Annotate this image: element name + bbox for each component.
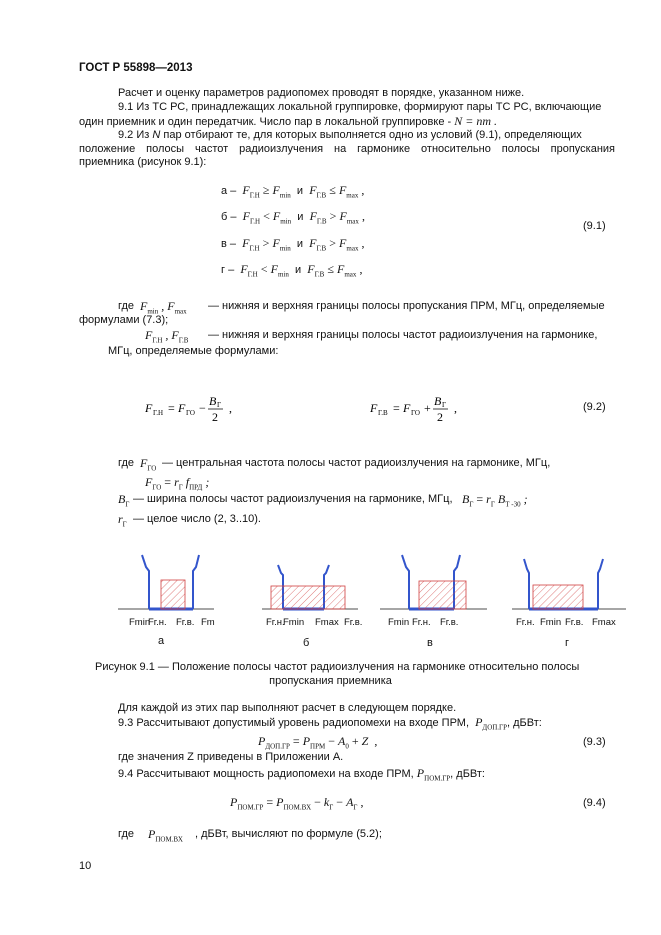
condition-label: в – — [221, 238, 237, 250]
filter-right-g — [598, 559, 603, 609]
equation-number-9-4: (9.4) — [583, 797, 606, 809]
where2-label: где — [118, 457, 135, 469]
condition-op1: ≥ — [262, 183, 270, 197]
condition-row — [221, 262, 362, 278]
where-text-1: — нижняя и верхняя границы полосы пропускания ПРМ, МГц, определяемые — [208, 300, 605, 312]
condition-label: а – — [221, 185, 237, 197]
condition-row — [221, 209, 365, 225]
condition-row — [221, 236, 365, 252]
fmin-symbol: $F_{min}$ , $F_{max}$ — [140, 299, 187, 316]
tick-label: Fm — [201, 617, 215, 628]
condition-and: и — [294, 264, 302, 276]
panel-label-b: б — [303, 637, 310, 649]
ppom-symbol: $P_{ПОМ.ВХ}$ — [148, 827, 183, 844]
filter-right-a — [193, 555, 199, 609]
condition-lhs: $F_{Г.Н}$ — [240, 262, 258, 279]
panel-a — [118, 555, 214, 609]
condition-rhs2: $F_{max}$ — [339, 236, 359, 253]
condition-lhs: $F_{Г.Н}$ — [242, 209, 261, 226]
svg-text:F: F — [145, 401, 153, 415]
condition-lhs: $F_{Г.Н}$ — [242, 183, 260, 200]
tick-label: Fг.н. — [148, 617, 167, 628]
svg-text:Г: Г — [217, 401, 222, 409]
where3-text: , дБВт, вычисляют по формуле (5.2); — [195, 828, 382, 840]
tick-label: Fг.в. — [344, 617, 363, 628]
condition-row — [221, 183, 364, 199]
condition-mid: $F_{Г.В}$ — [309, 183, 327, 200]
panel-v — [380, 555, 487, 609]
filter-left-v — [402, 555, 409, 609]
tick-label: Fmax — [592, 617, 616, 628]
tick-label: Fг.н. — [412, 617, 431, 628]
panel-label-g: г — [565, 637, 570, 649]
svg-text:Г.В: Г.В — [378, 409, 388, 417]
condition-op2: ≤ — [327, 262, 334, 276]
tick-label: Fг.в. — [440, 617, 459, 628]
condition-rhs2: $F_{max}$ — [337, 262, 357, 279]
condition-and: и — [296, 185, 304, 197]
condition-rhs2: $F_{max}$ — [338, 183, 359, 200]
svg-text:F: F — [178, 401, 186, 415]
fgo-formula: $F_{ГО} = r_Г$ $f_{ПРД}$ ; — [145, 475, 210, 492]
paragraph-9-2-line2: положение полосы частот радиоизлучения на гармонике относительно полосы пропускания — [79, 143, 615, 155]
paragraph-9-3: 9.3 Рассчитывают допустимый уровень радиопомехи на входе ПРМ, $P_{ДОП.ГР}$, дБВт: — [118, 715, 542, 732]
condition-rhs2: $F_{max}$ — [339, 209, 359, 226]
tick-label: Fг.в. — [176, 617, 195, 628]
svg-text:+: + — [424, 401, 431, 415]
formula-9-2-left — [145, 395, 265, 430]
paragraph-9-4: 9.4 Рассчитывают мощность радиопомехи на входе ПРМ, $P_{ПОМ.ГР}$, дБВт: — [118, 766, 485, 783]
svg-text:,: , — [454, 401, 457, 415]
emission-band-v — [419, 581, 466, 609]
equation-number-9-3: (9.3) — [583, 736, 606, 748]
svg-text:ГО: ГО — [411, 409, 420, 417]
emission-band-a — [161, 580, 185, 609]
svg-text:ГО: ГО — [186, 409, 195, 417]
svg-text:2: 2 — [437, 410, 443, 424]
svg-text:=: = — [168, 401, 175, 415]
condition-lhs: $F_{Г.Н}$ — [242, 236, 260, 253]
svg-text:Г.Н: Г.Н — [153, 409, 164, 417]
svg-text:F: F — [370, 401, 378, 415]
condition-mid: $F_{Г.В}$ — [309, 236, 327, 253]
condition-op1: > — [262, 236, 270, 250]
bg-symbol: $B_Г$ — [118, 492, 130, 509]
figure-9-1 — [0, 545, 661, 658]
condition-and: и — [297, 211, 304, 223]
svg-text:Г: Г — [442, 401, 447, 409]
paragraph-9-1-cont: один приемник и один передатчик. Число пар в локальной группировке - N = nm . — [79, 114, 498, 128]
formula-9-2-right — [370, 395, 490, 430]
tick-label: Fг.н. — [516, 617, 535, 628]
condition-rhs1: $F_{min}$ — [272, 236, 291, 253]
where2-text-4: — целое число (2, 3..10). — [133, 513, 261, 525]
condition-op1: < — [263, 209, 270, 223]
tick-label: Fmin — [129, 617, 151, 628]
paragraph-9-2-line3: приемника (рисунок 9.1): — [79, 156, 207, 168]
document-header: ГОСТ Р 55898—2013 — [79, 62, 193, 74]
tick-label: Fmin — [540, 617, 562, 628]
rg-symbol: $r_Г$ — [118, 512, 127, 529]
where-text-2b: МГц, определяемые формулами: — [108, 345, 279, 357]
tick-label: Fmin — [388, 617, 410, 628]
paragraph-intro: Расчет и оценку параметров радиопомех проводят в порядке, указанном ниже. — [118, 87, 525, 99]
svg-text:,: , — [229, 401, 232, 415]
panel-label-v: в — [427, 637, 433, 649]
condition-rhs1: $F_{min}$ — [270, 262, 289, 279]
svg-text:=: = — [393, 401, 400, 415]
paragraph-9-2: 9.2 Из N пар отбирают те, для которых выполняется одно из условий (9.1), определяющих — [118, 129, 582, 141]
panel-g — [512, 559, 626, 609]
tick-label: Fг.в. — [565, 617, 584, 628]
where2-text-3: — ширина полосы частот радиоизлучения на гармонике, МГц, — [133, 493, 453, 505]
paragraph-z-note: где значения Z приведены в Приложении А. — [118, 751, 344, 763]
tick-label: Fmax — [315, 617, 339, 628]
equation-number-9-2: (9.2) — [583, 401, 606, 413]
condition-label: б – — [221, 211, 237, 223]
bg-formula: $B_Г = r_Г$ $B_{Т -30}$ ; — [462, 492, 528, 509]
figure-caption-line2: пропускания приемника — [269, 675, 392, 687]
svg-text:2: 2 — [212, 410, 218, 424]
where3-label: где — [118, 828, 135, 840]
formula-9-3: $P_{ДОП.ГР} = P_{ПРМ} - A_0 + Z$ , — [258, 734, 378, 751]
figure-caption-line1: Рисунок 9.1 — Положение полосы частот радиоизлучения на гармонике относительно полосы — [95, 661, 580, 673]
condition-end: , — [361, 183, 365, 197]
panel-b — [262, 565, 358, 609]
svg-text:B: B — [434, 395, 442, 408]
tick-label: Fmin — [283, 617, 305, 628]
fgo-symbol: $F_{ГО}$ — [140, 456, 157, 473]
condition-op2: ≤ — [329, 183, 336, 197]
equation-number-9-1: (9.1) — [583, 220, 606, 232]
condition-label: г – — [221, 264, 235, 276]
page-number: 10 — [79, 860, 92, 872]
condition-mid: $F_{Г.В}$ — [307, 262, 325, 279]
filter-left-a — [142, 555, 149, 609]
condition-and: и — [296, 238, 303, 250]
condition-op2: > — [329, 236, 336, 250]
formula-9-4: $P_{ПОМ.ГР} = P_{ПОМ.ВХ} - k_Г - A_Г$ , — [230, 795, 364, 812]
where2-text-1: — центральная частота полосы частот радиоизлучения на гармонике, МГц, — [162, 457, 551, 469]
svg-text:B: B — [209, 395, 217, 408]
condition-op1: < — [260, 262, 268, 276]
condition-mid: $F_{Г.В}$ — [309, 209, 327, 226]
condition-rhs1: $F_{min}$ — [272, 209, 292, 226]
panel-label-a: а — [158, 635, 165, 647]
condition-end: , — [361, 209, 365, 223]
filter-left-g — [524, 559, 529, 609]
tick-label: Fг.н. — [266, 617, 285, 628]
where-text-1b: формулами (7.3); — [79, 314, 169, 326]
emission-band-b — [271, 586, 345, 609]
condition-rhs1: $F_{min}$ — [272, 183, 291, 200]
where-label: где — [118, 300, 135, 312]
svg-text:F: F — [403, 401, 411, 415]
fgn-symbol: $F_{Г.Н}$ , $F_{Г.В}$ — [145, 328, 189, 345]
emission-band-g — [533, 585, 583, 609]
where-text-2: — нижняя и верхняя границы полосы частот радиоизлучения на гармонике, — [208, 329, 598, 341]
condition-op2: > — [329, 209, 337, 223]
svg-text:−: − — [199, 401, 206, 415]
condition-end: , — [359, 262, 363, 276]
paragraph-9-1: 9.1 Из ТС РС, принадлежащих локальной группировке, формируют пары ТС РС, включающие — [118, 101, 602, 113]
paragraph-pairs: Для каждой из этих пар выполняют расчет в следующем порядке. — [118, 702, 457, 714]
condition-end: , — [361, 236, 365, 250]
